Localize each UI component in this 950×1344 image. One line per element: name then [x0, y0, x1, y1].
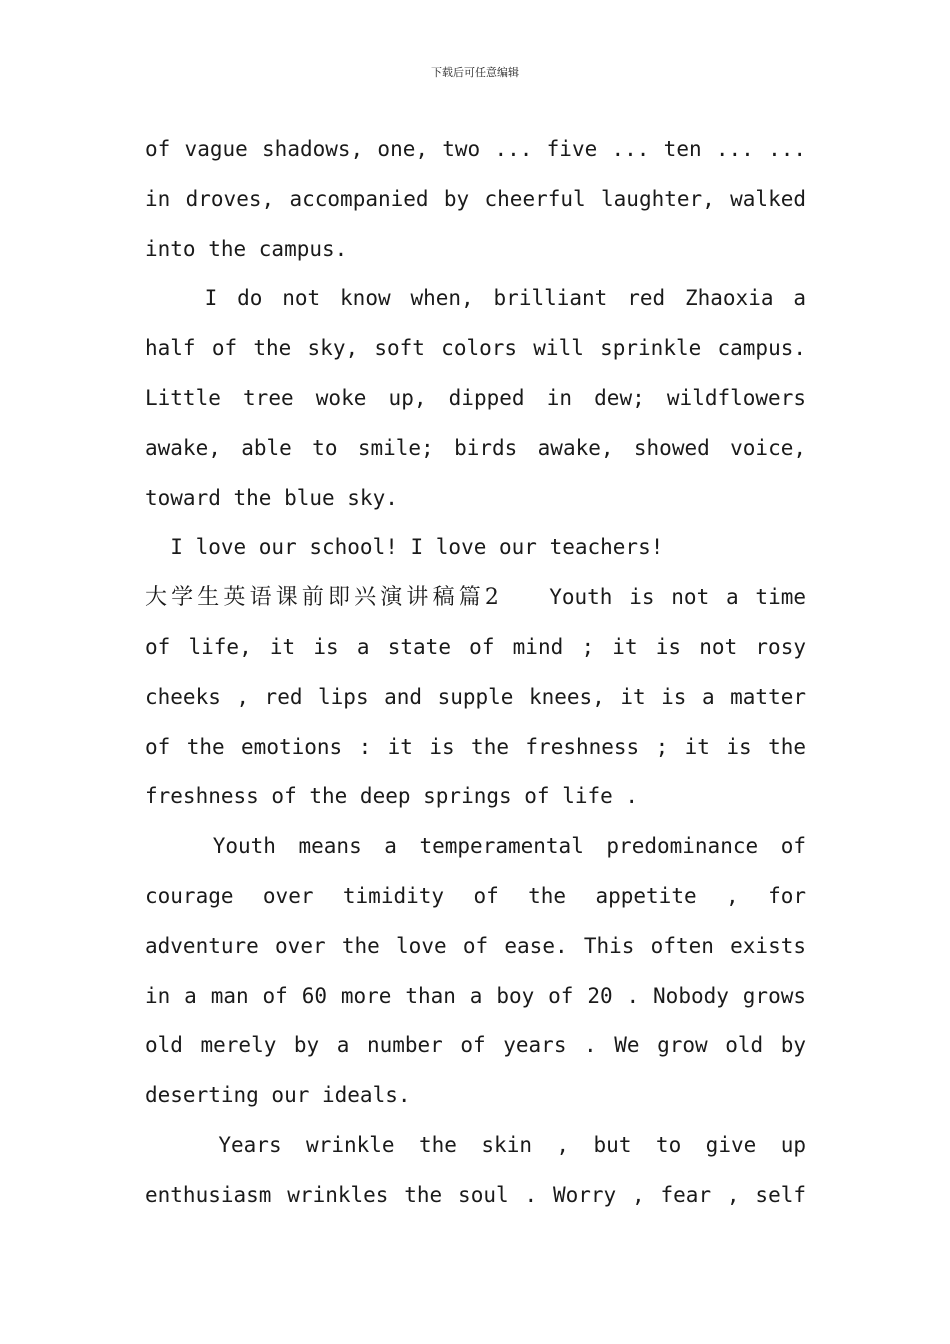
text-line: of vague shadows, one, two ... five ... ten ... ...: [145, 137, 806, 161]
text-line: of the emotions : it is the freshness ; it is the: [145, 734, 806, 759]
text-line: awake, able to smile; birds awake, showed voice,: [145, 435, 806, 460]
heading-line: [145, 573, 806, 623]
text-line: Little tree woke up, dipped in dew; wildflowers: [145, 385, 806, 410]
text-line: in droves, accompanied by cheerful laughter, walked: [145, 186, 806, 211]
text-line: toward the blue sky.: [145, 485, 398, 510]
text-line: into the campus.: [145, 236, 348, 261]
text-line: I do not know when, brilliant red Zhaoxia a: [145, 286, 806, 311]
text-line: freshness of the deep springs of life .: [145, 784, 639, 809]
page-header: 下载后可任意编辑: [431, 66, 519, 79]
document-body: [145, 125, 806, 1221]
text-line: deserting our ideals.: [145, 1083, 411, 1108]
text-line: old merely by a number of years . We grow old by: [145, 1033, 806, 1058]
text-line: of life, it is a state of mind ; it is not rosy: [145, 634, 806, 659]
text-fragment: Youth is not a time: [498, 585, 806, 610]
text-line: enthusiasm wrinkles the soul . Worry , fear , self: [145, 1182, 806, 1207]
text-line: Years wrinkle the skin , but to give up: [145, 1132, 806, 1157]
text-line: in a man of 60 more than a boy of 20 . Nobody grows: [145, 983, 806, 1008]
text-line: half of the sky, soft colors will sprinkle campus.: [145, 336, 806, 361]
text-line: cheeks , red lips and supple knees, it is a matter: [145, 684, 806, 709]
text-line: adventure over the love of ease. This often exists: [145, 933, 806, 958]
section-heading: 大学生英语课前即兴演讲稿篇2: [145, 585, 499, 611]
text-line: I love our school! I love our teachers!: [145, 535, 664, 560]
text-line: Youth means a temperamental predominance of: [145, 834, 806, 859]
text-line: courage over timidity of the appetite , for: [145, 883, 806, 908]
